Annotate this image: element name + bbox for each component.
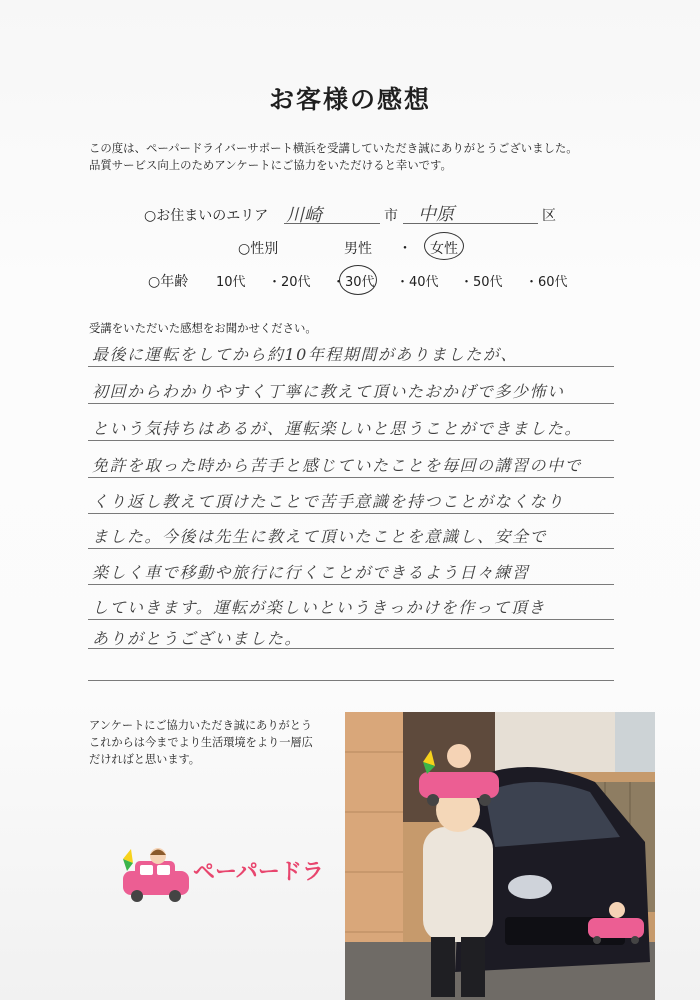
age-option-10s: 10代 — [216, 275, 246, 290]
customer-with-car-image — [345, 712, 655, 1000]
customer-photo — [345, 712, 655, 1000]
residence-ward-value: 中原 — [418, 204, 454, 225]
comment-rule — [88, 513, 614, 514]
comment-line: 最後に運転をしてから約10年程期間がありましたが、 — [92, 345, 518, 364]
age-option-30s: ・30代 — [332, 275, 375, 290]
intro-text — [89, 140, 649, 174]
comment-line: していきます。運転が楽しいというきっかけを作って頂き — [92, 598, 546, 617]
selected-circle-mark — [339, 265, 377, 295]
comment-rule — [88, 366, 614, 367]
thanks-line: だければと思います。 — [89, 753, 200, 766]
residence-city-value: 川崎 — [286, 205, 322, 226]
comment-line: 初回からわかりやすく丁寧に教えて頂いたおかげで多少怖い — [92, 382, 565, 401]
comment-rule — [88, 619, 614, 620]
city-suffix: 市 — [384, 208, 398, 224]
comment-line: ました。今後は先生に教えて頂いたことを意識し、安全で — [92, 527, 548, 546]
intro-line: この度は、ペーパードライバーサポート横浜を受講していただき誠にありがとうございました。 — [89, 141, 578, 155]
gender-option-female: 女性 — [430, 241, 458, 257]
selected-circle-mark — [424, 232, 464, 260]
comment-line: ありがとうございました。 — [92, 629, 303, 648]
brand-logo — [117, 845, 345, 905]
thanks-line: これからは今までより生活環境をより一層広 — [89, 736, 313, 749]
comment-rule — [88, 680, 614, 681]
age-label: ○年齢 — [148, 274, 189, 290]
age-option-50s: ・50代 — [460, 275, 503, 290]
comment-line: 免許を取った時から苦手と感じていたことを毎回の講習の中で — [92, 456, 583, 475]
thanks-text — [89, 717, 349, 768]
ward-fill-line — [403, 223, 538, 224]
brand-name: ペーパードラ — [193, 860, 324, 885]
gender-option-male: 男性 — [344, 241, 372, 257]
age-option-60s: ・60代 — [525, 275, 568, 290]
comment-line: 楽しく車で移動や旅行に行くことができるよう日々練習 — [92, 563, 530, 582]
comment-rule — [88, 477, 614, 478]
comment-rule — [88, 403, 614, 404]
intro-line: 品質サービス向上のためアンケートにご協力をいただけると幸いです。 — [89, 158, 452, 172]
comment-line: という気持ちはあるが、運転楽しいと思うことができました。 — [92, 419, 583, 438]
age-option-40s: ・40代 — [396, 275, 439, 290]
residence-label: ○お住まいのエリア — [144, 208, 269, 224]
page-title: お客様の感想 — [268, 85, 431, 114]
age-option-20s: ・20代 — [268, 275, 311, 290]
pink-car-icon — [117, 845, 197, 905]
gender-label: ○性別 — [238, 241, 279, 257]
comment-rule — [88, 548, 614, 549]
comment-rule — [88, 584, 614, 585]
thanks-line: アンケートにご協力いただき誠にありがとう — [89, 719, 313, 732]
gender-separator: ・ — [398, 241, 412, 257]
comment-rule — [88, 440, 614, 441]
comments-prompt: 受講をいただいた感想をお聞かせください。 — [89, 321, 317, 335]
city-fill-line — [284, 223, 380, 224]
comment-line: くり返し教えて頂けたことで苦手意識を持つことがなくなり — [92, 492, 565, 511]
ward-suffix: 区 — [542, 208, 556, 224]
